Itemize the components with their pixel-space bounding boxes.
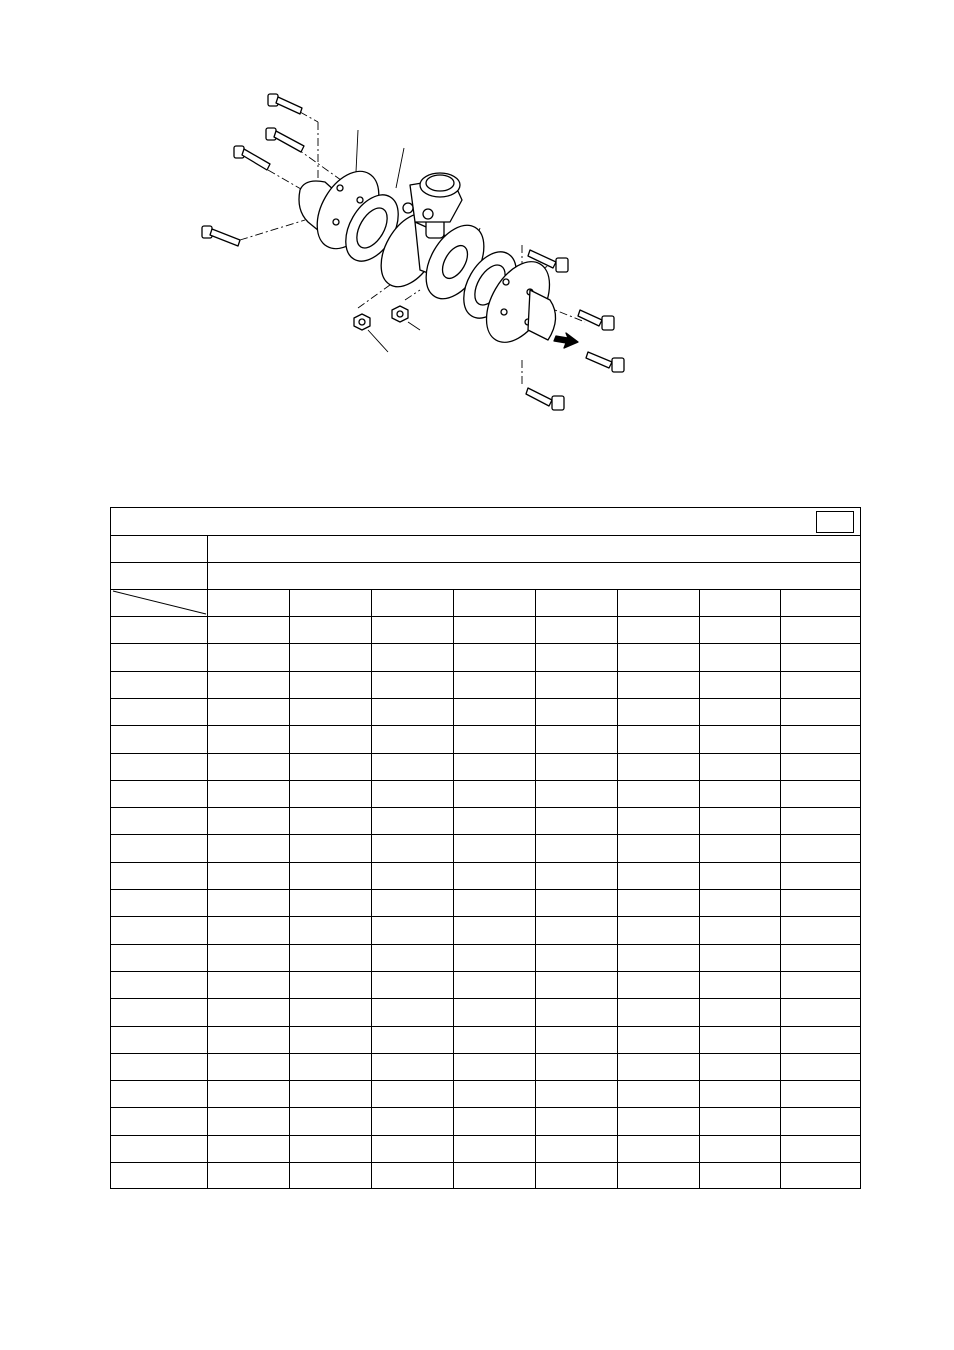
table-cell <box>454 917 535 943</box>
bolt-icon <box>578 310 614 330</box>
table-cell <box>208 1027 289 1053</box>
table-cell <box>290 945 371 971</box>
table-cell <box>700 999 780 1025</box>
table-cell <box>372 972 453 998</box>
row-label <box>111 1054 207 1080</box>
table-cell <box>372 699 453 725</box>
table-cell <box>536 754 617 780</box>
row-label <box>111 617 207 643</box>
table-cell <box>208 1136 289 1162</box>
row-label <box>111 863 207 889</box>
table-cell <box>700 945 780 971</box>
table-cell <box>700 1027 780 1053</box>
table-cell <box>700 754 780 780</box>
row-label <box>111 945 207 971</box>
table-cell <box>208 699 289 725</box>
table-cell <box>781 972 862 998</box>
table-cell <box>781 726 862 752</box>
corner-label <box>111 589 207 616</box>
table-cell <box>618 1081 699 1107</box>
row-label <box>111 1163 207 1189</box>
table-cell <box>536 917 617 943</box>
table-cell <box>618 890 699 916</box>
table-cell <box>781 672 862 698</box>
table-cell <box>700 781 780 807</box>
table-cell <box>618 672 699 698</box>
table-cell <box>372 999 453 1025</box>
bolt-icon <box>266 128 304 152</box>
row-label <box>111 699 207 725</box>
table-cell <box>536 1054 617 1080</box>
column-header <box>781 589 862 616</box>
table-cell <box>290 835 371 861</box>
table-cell <box>536 972 617 998</box>
row-label <box>111 890 207 916</box>
row-label <box>111 644 207 670</box>
table-cell <box>618 945 699 971</box>
table-cell <box>618 699 699 725</box>
table-cell <box>781 754 862 780</box>
table-cell <box>618 835 699 861</box>
table-cell <box>536 699 617 725</box>
row-label <box>111 1136 207 1162</box>
table-cell <box>208 754 289 780</box>
table-cell <box>208 863 289 889</box>
table-cell <box>536 999 617 1025</box>
row-header-2-value <box>208 562 858 589</box>
table-cell <box>208 644 289 670</box>
table-cell <box>618 1163 699 1189</box>
table-cell <box>781 1027 862 1053</box>
table-cell <box>208 917 289 943</box>
table-cell <box>618 863 699 889</box>
bolt-icon <box>234 146 270 170</box>
table-cell <box>372 917 453 943</box>
table-cell <box>290 1081 371 1107</box>
row-label <box>111 917 207 943</box>
table-cell <box>700 1054 780 1080</box>
table-cell <box>454 617 535 643</box>
table-cell <box>700 1081 780 1107</box>
table-cell <box>536 1163 617 1189</box>
table-cell <box>290 808 371 834</box>
table-cell <box>618 1027 699 1053</box>
table-cell <box>454 726 535 752</box>
table-cell <box>290 972 371 998</box>
row-label <box>111 999 207 1025</box>
table-cell <box>618 617 699 643</box>
row-header-1-value <box>208 535 858 562</box>
table-title <box>111 508 811 535</box>
table-cell <box>454 781 535 807</box>
table-cell <box>781 917 862 943</box>
row-label <box>111 726 207 752</box>
row-label <box>111 1081 207 1107</box>
table-cell <box>290 644 371 670</box>
table-cell <box>372 945 453 971</box>
table-cell <box>700 726 780 752</box>
table-cell <box>536 1108 617 1134</box>
table-cell <box>700 644 780 670</box>
table-cell <box>372 726 453 752</box>
table-cell <box>290 917 371 943</box>
table-cell <box>290 781 371 807</box>
table-cell <box>454 1054 535 1080</box>
table-cell <box>372 617 453 643</box>
table-cell <box>208 781 289 807</box>
table-cell <box>454 1027 535 1053</box>
table-cell <box>536 835 617 861</box>
table-cell <box>536 672 617 698</box>
table-cell <box>372 754 453 780</box>
table-cell <box>618 644 699 670</box>
table-cell <box>536 781 617 807</box>
table-cell <box>536 863 617 889</box>
table-cell <box>208 835 289 861</box>
table-cell <box>536 945 617 971</box>
table-cell <box>290 890 371 916</box>
table-cell <box>454 754 535 780</box>
table-cell <box>208 999 289 1025</box>
column-header <box>372 589 453 616</box>
table-cell <box>781 1054 862 1080</box>
table-cell <box>618 754 699 780</box>
bolt-icon <box>526 388 564 410</box>
table-cell <box>290 999 371 1025</box>
table-cell <box>781 1136 862 1162</box>
table-cell <box>454 808 535 834</box>
table-cell <box>208 1163 289 1189</box>
table-cell <box>372 1081 453 1107</box>
table-cell <box>700 672 780 698</box>
table-cell <box>536 644 617 670</box>
table-cell <box>208 972 289 998</box>
table-cell <box>290 863 371 889</box>
table-cell <box>781 808 862 834</box>
table-cell <box>536 1136 617 1162</box>
table-cell <box>618 972 699 998</box>
table-cell <box>781 1163 862 1189</box>
row-label <box>111 781 207 807</box>
table-cell <box>700 835 780 861</box>
table-cell <box>781 699 862 725</box>
table-cell <box>781 781 862 807</box>
bolt-icon <box>202 226 240 246</box>
table-cell <box>454 972 535 998</box>
table-cell <box>700 917 780 943</box>
table-cell <box>208 945 289 971</box>
row-label <box>111 754 207 780</box>
flowmeter-installation-drawing <box>190 80 640 425</box>
table-cell <box>454 672 535 698</box>
table-cell <box>700 808 780 834</box>
table-cell <box>372 644 453 670</box>
table-cell <box>372 1136 453 1162</box>
row-label <box>111 835 207 861</box>
flow-direction-arrow-icon <box>554 333 578 348</box>
table-cell <box>208 1081 289 1107</box>
table-cell <box>700 1136 780 1162</box>
table-cell <box>700 699 780 725</box>
table-cell <box>372 1027 453 1053</box>
table-cell <box>618 808 699 834</box>
table-row-divider <box>111 616 860 617</box>
table-cell <box>290 672 371 698</box>
table-cell <box>454 945 535 971</box>
spec-table <box>110 507 861 1189</box>
nut-icon <box>354 314 370 330</box>
table-cell <box>536 617 617 643</box>
row-label <box>111 1027 207 1053</box>
table-cell <box>290 1027 371 1053</box>
table-cell <box>781 890 862 916</box>
table-cell <box>208 617 289 643</box>
table-cell <box>290 726 371 752</box>
table-cell <box>536 808 617 834</box>
table-cell <box>454 835 535 861</box>
table-cell <box>781 835 862 861</box>
bolt-icon <box>586 352 624 372</box>
table-cell <box>454 1081 535 1107</box>
table-cell <box>454 1108 535 1134</box>
table-cell <box>454 699 535 725</box>
table-cell <box>536 1027 617 1053</box>
table-cell <box>781 945 862 971</box>
table-cell <box>618 999 699 1025</box>
table-cell <box>781 1081 862 1107</box>
table-cell <box>618 1108 699 1134</box>
table-cell <box>372 835 453 861</box>
table-cell <box>372 1163 453 1189</box>
row-header-1 <box>111 535 207 562</box>
table-cell <box>454 863 535 889</box>
column-header <box>290 589 371 616</box>
table-cell <box>700 1108 780 1134</box>
table-cell <box>372 890 453 916</box>
table-cell <box>618 781 699 807</box>
table-cell <box>781 863 862 889</box>
table-cell <box>454 1136 535 1162</box>
table-cell <box>618 1054 699 1080</box>
table-cell <box>290 1136 371 1162</box>
column-header <box>618 589 699 616</box>
table-cell <box>290 1108 371 1134</box>
column-header <box>454 589 535 616</box>
row-label <box>111 1108 207 1134</box>
table-cell <box>536 1081 617 1107</box>
row-label <box>111 672 207 698</box>
table-cell <box>700 1163 780 1189</box>
column-header <box>208 589 289 616</box>
table-cell <box>372 781 453 807</box>
nut-icon <box>392 306 408 322</box>
table-cell <box>454 999 535 1025</box>
table-cell <box>372 1054 453 1080</box>
table-cell <box>700 890 780 916</box>
row-header-2 <box>111 562 207 589</box>
table-cell <box>372 863 453 889</box>
right-pipe-icon <box>528 290 556 340</box>
table-cell <box>208 890 289 916</box>
table-cell <box>454 1163 535 1189</box>
table-cell <box>700 863 780 889</box>
row-label <box>111 808 207 834</box>
column-header <box>536 589 617 616</box>
table-cell <box>208 672 289 698</box>
table-cell <box>454 644 535 670</box>
table-cell <box>208 808 289 834</box>
table-cell <box>618 917 699 943</box>
bolt-icon <box>268 94 302 114</box>
table-cell <box>290 754 371 780</box>
table-cell <box>208 1054 289 1080</box>
table-cell <box>208 1108 289 1134</box>
table-cell <box>536 890 617 916</box>
table-cell <box>372 808 453 834</box>
table-cell <box>781 1108 862 1134</box>
table-cell <box>208 726 289 752</box>
table-cell <box>290 617 371 643</box>
table-cell <box>454 890 535 916</box>
table-cell <box>290 1163 371 1189</box>
table-cell <box>618 726 699 752</box>
table-cell <box>372 1108 453 1134</box>
table-cell <box>290 699 371 725</box>
table-cell <box>372 672 453 698</box>
row-label <box>111 972 207 998</box>
table-title-box <box>816 511 854 533</box>
table-cell <box>781 644 862 670</box>
table-cell <box>781 999 862 1025</box>
table-cell <box>700 972 780 998</box>
table-cell <box>700 617 780 643</box>
table-cell <box>618 1136 699 1162</box>
table-cell <box>290 1054 371 1080</box>
column-header <box>700 589 780 616</box>
table-cell <box>781 617 862 643</box>
table-cell <box>536 726 617 752</box>
